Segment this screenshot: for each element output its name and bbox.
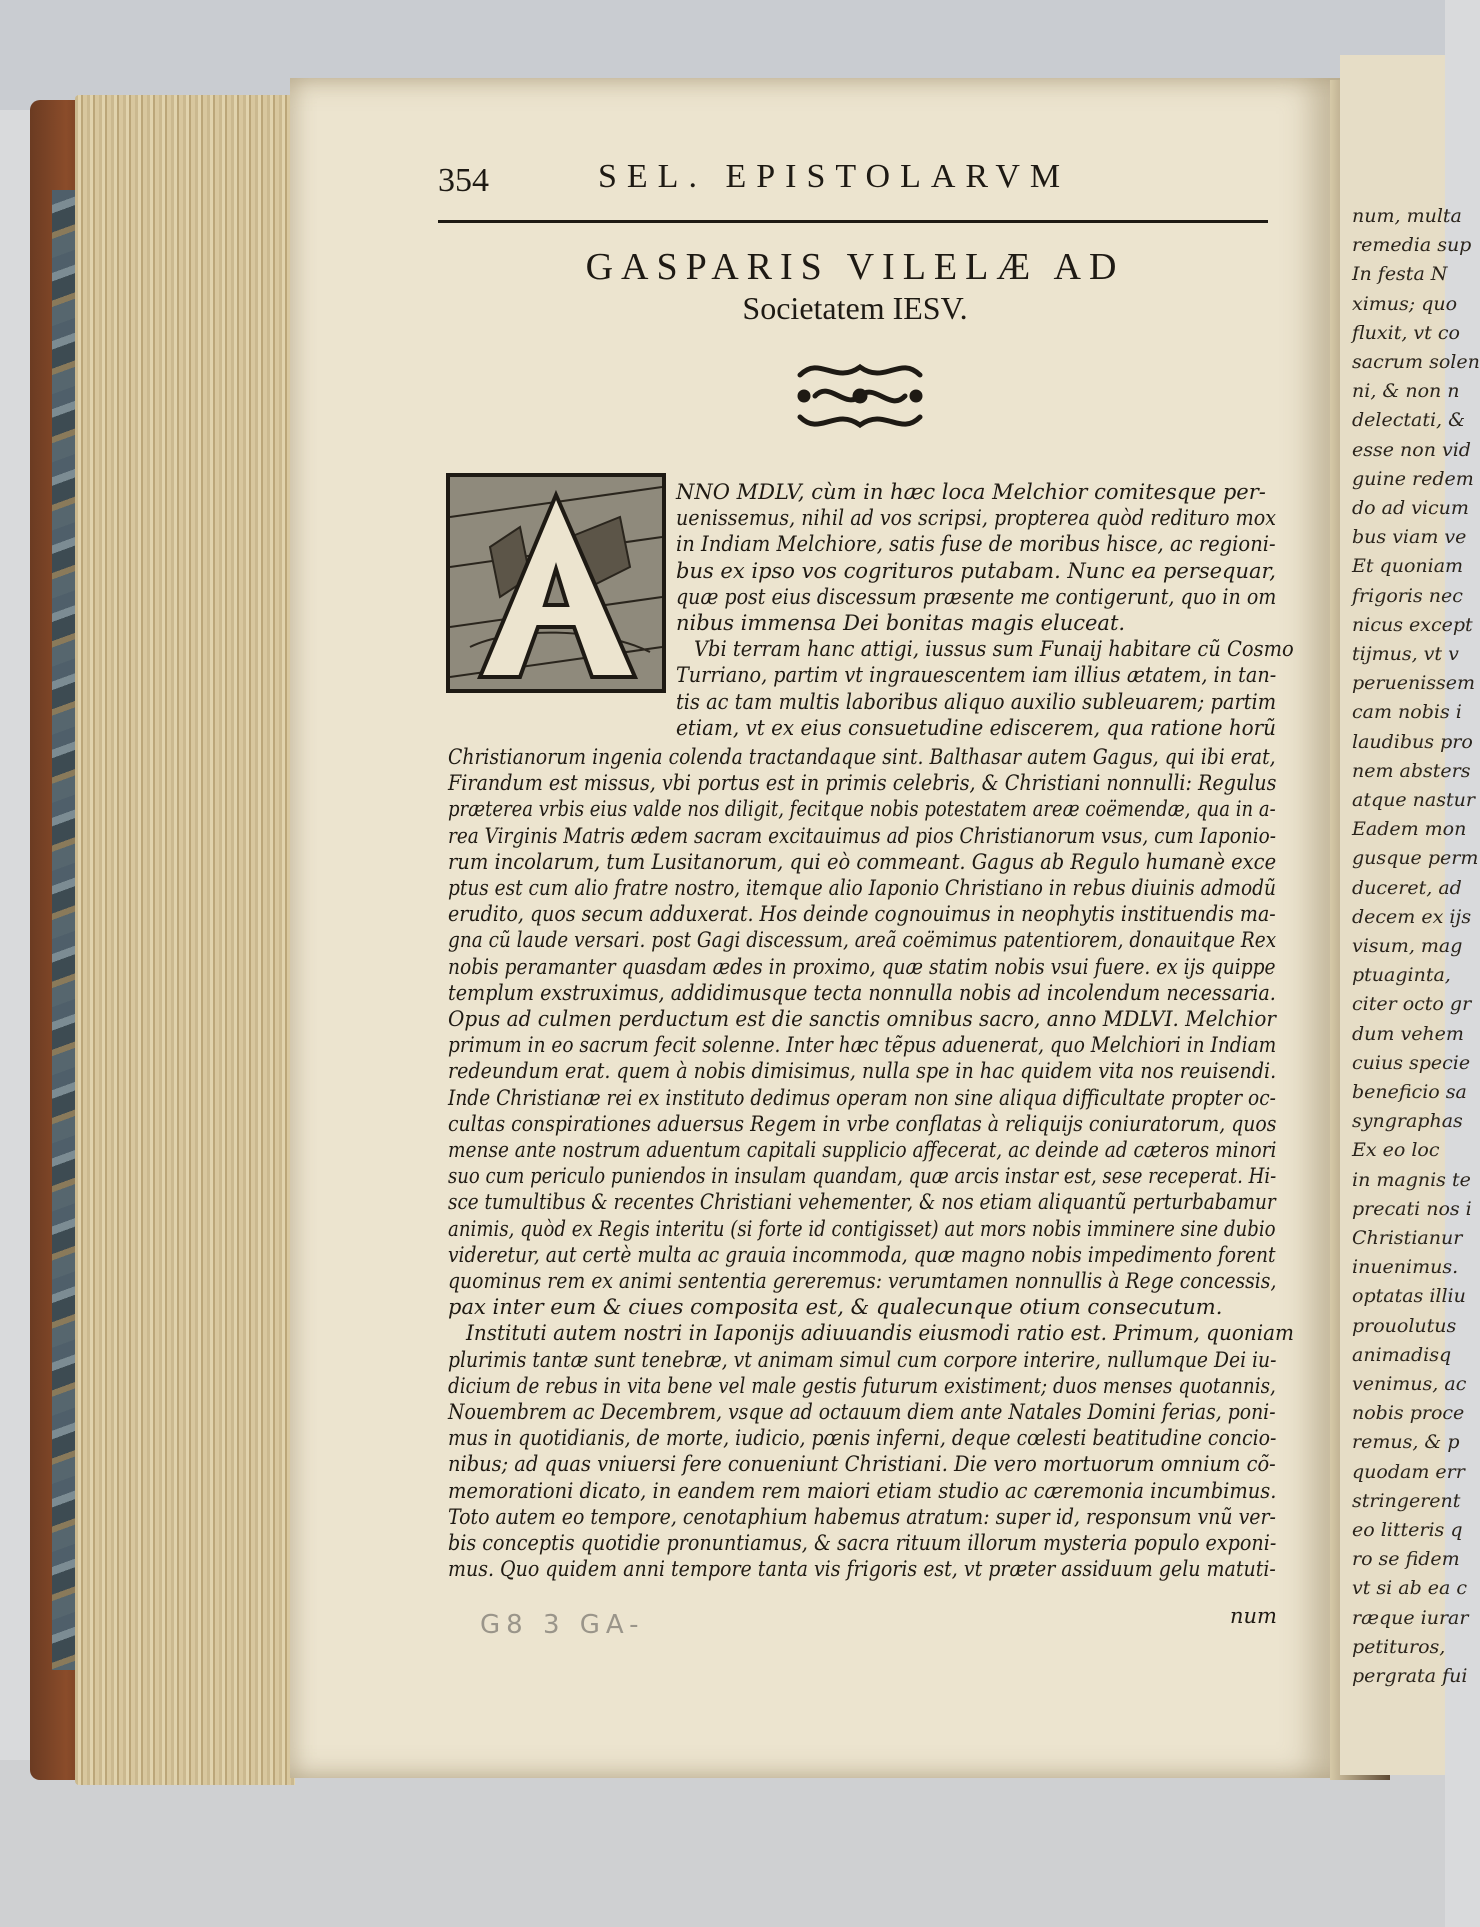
next-page-line: ptuaginta,: [1352, 964, 1451, 987]
next-page-line: inuenimus.: [1352, 1256, 1459, 1279]
text-line: plurimis tantæ sunt tenebræ, vt animam simul cum corpore interire, nullumque Dei iu-: [448, 1347, 1277, 1372]
text-line: rea Virginis Matris ædem sacram excitauimus ad pios Christianorum vsus, cum Iaponio-: [448, 823, 1277, 848]
fleuron-ornament-icon: [790, 355, 930, 437]
text-line: templum exstruximus, addidimusque tecta nonnulla nobis ad incolendum necessaria.: [448, 980, 1276, 1005]
next-page-line: Et quoniam: [1352, 555, 1464, 578]
text-line: Firandum est missus, vbi portus est in primis celebris, & Christiani nonnulli: Regulus: [448, 771, 1277, 796]
text-line: nibus; ad quas vniuersi fere conueniunt Christiani. Die vero mortuorum omnium cõ-: [448, 1452, 1276, 1477]
next-page-line: guine redem: [1352, 467, 1474, 490]
next-page-line: venimus, ac: [1352, 1373, 1467, 1395]
next-page-line: nicus except: [1352, 613, 1473, 636]
next-page-line: tijmus, vt v: [1352, 643, 1459, 665]
text-line: videretur, aut certè multa ac grauia incommoda, quæ magno nobis impedimento forent: [448, 1242, 1276, 1267]
text-line: Turriano, partim vt ingrauescentem iam illius ætatem, in tan-: [676, 663, 1277, 688]
text-line: mus in quotidianis, de morte, iudicio, pœnis inferni, deque cœlesti beatitudine concio-: [448, 1426, 1277, 1451]
next-page-line: ræque iurar: [1352, 1606, 1469, 1629]
letter-title: GASPARIS VILELÆ AD: [585, 246, 1125, 288]
text-line: erudito, quos secum adduxerat. Hos deinde cognouimus in neophytis instituendis ma-: [448, 902, 1276, 927]
next-page-line: citer octo gr: [1352, 993, 1472, 1016]
next-page-line: In festa N: [1352, 263, 1448, 286]
right-page: [1340, 55, 1480, 1775]
text-line: primum in eo sacrum fecit solenne. Inter hæc tẽpus aduenerat, quo Melchiori in Indiam: [448, 1033, 1277, 1058]
text-line: bus ex ipso vos cogrituros putabam. Nunc ea persequar,: [676, 558, 1276, 583]
next-page-line: Christianur: [1352, 1227, 1463, 1249]
text-line: Opus ad culmen perductum est die sanctis omnibus sacro, anno MDLVI. Melchior: [448, 1007, 1276, 1031]
page-number: 354: [438, 162, 489, 199]
next-page-line: beneficio sa: [1352, 1081, 1467, 1103]
next-page-line: ximus; quo: [1352, 292, 1458, 315]
next-page-line: nem absters: [1352, 759, 1471, 782]
next-page-line: Eadem mon: [1352, 818, 1467, 841]
text-line: ptus est cum alio fratre nostro, itemque alio Iaponio Christiano in rebus diuinis admodũ: [448, 876, 1276, 900]
next-page-line: delectati, &: [1352, 409, 1466, 432]
text-line: redeundum erat. quem à nobis dimisimus, nulla spe in hac quidem vita nos reuisendi.: [448, 1059, 1277, 1084]
next-page-line: dum vehem: [1352, 1022, 1464, 1045]
next-page-line: atque nastur: [1352, 789, 1475, 811]
text-line: tis ac tam multis laboribus aliquo auxilio subleuarem; partim: [676, 689, 1277, 714]
text-line: cultas conspirationes aduersus Regem in vrbe conflatas à reliquijs coniuratorum, quos: [448, 1111, 1277, 1136]
text-line: pax inter eum & ciues composita est, & qualecunque otium consecutum.: [448, 1295, 1223, 1320]
text-line: NNO MDLV, cùm in hæc loca Melchior comitesque per-: [676, 480, 1266, 504]
text-line: in Indiam Melchiore, satis fuse de moribus hisce, ac regioni-: [676, 532, 1276, 557]
next-page-line: eo litteris q: [1352, 1519, 1463, 1541]
text-line: Nouembrem ac Decembrem, vsque ad octauum diem ante Natales Domini ferias, poni-: [448, 1400, 1276, 1424]
text-line: Christianorum ingenia colenda tractandaque sint. Balthasar autem Gagus, qui ibi erat,: [448, 745, 1276, 769]
next-page-line: frigoris nec: [1352, 584, 1463, 607]
text-line: Inde Christianæ rei ex instituto dedimus operam non sine aliqua difficultate propter oc-: [448, 1085, 1276, 1110]
next-page-line: bus viam ve: [1352, 526, 1467, 549]
next-page-line: laudibus pro: [1352, 730, 1473, 753]
background-bottom: [0, 1760, 1445, 1927]
next-page-line: do ad vicum: [1352, 497, 1469, 519]
page-edges: [75, 95, 295, 1785]
text-line: memorationi dicato, in eandem rem maiori etiam studio ac cæremonia incumbimus.: [448, 1478, 1277, 1503]
text-line: quominus rem ex animi sententia gereremus: verumtamen nonnullis à Rege concessis,: [448, 1269, 1277, 1293]
next-page-line: stringerent: [1352, 1489, 1461, 1512]
text-line: gna cũ laude versari. post Gagi discessum, areã coëmimus patentiorem, donauitque Rex: [448, 928, 1277, 953]
text-line: animis, quòd ex Regis interitu (si forte id contigisset) aut mors nobis imminere sine dubio: [448, 1216, 1276, 1241]
next-page-line: animadisq: [1352, 1343, 1452, 1366]
next-page-line: prouolutus: [1352, 1314, 1457, 1337]
next-page-line: duceret, ad: [1352, 876, 1462, 899]
next-page-line: in magnis te: [1352, 1168, 1471, 1191]
next-page-line: optatas illiu: [1352, 1285, 1466, 1308]
next-page-line: fluxit, vt co: [1352, 321, 1460, 344]
next-page-line: num, multa: [1352, 205, 1462, 227]
text-line: bis conceptis quotidie pronuntiamus, & sacra rituum illorum mysteria populo exponi-: [448, 1531, 1277, 1555]
next-page-line: cam nobis i: [1352, 701, 1462, 724]
text-line: Instituti autem nostri in Iaponijs adiuuandis eiusmodi ratio est. Primum, quoniam: [466, 1321, 1295, 1346]
next-page-line: peruenissem: [1352, 672, 1476, 695]
next-page-line: syngraphas: [1352, 1110, 1463, 1133]
text-line: Toto autem eo tempore, cenotaphium habemus atratum: super id, responsum vnũ ver-: [448, 1504, 1276, 1529]
next-page-line: visum, mag: [1352, 935, 1463, 957]
next-page-line: ro se fidem: [1352, 1548, 1460, 1571]
catchword: num: [1230, 1604, 1277, 1628]
next-page-line: sacrum solen: [1352, 351, 1480, 373]
pencil-annotation: G8 3 GA-: [480, 1610, 645, 1640]
next-page-line: petituros,: [1352, 1635, 1446, 1658]
next-page-line: ni, & non n: [1352, 380, 1460, 403]
next-page-line: Ex eo loc: [1352, 1139, 1440, 1162]
text-line: suo cum periculo puniendos in insulam quandam, quæ arcis instar est, sese receperat. Hi-: [448, 1164, 1277, 1189]
next-page-line: esse non vid: [1352, 438, 1471, 461]
running-title: SEL. EPISTOLARVM: [598, 158, 1071, 195]
text-line: nibus immensa Dei bonitas magis eluceat.: [676, 611, 1126, 635]
running-head: [438, 158, 1268, 208]
next-page-line: vt si ab ea c: [1352, 1577, 1468, 1600]
text-line: nobis peramanter quasdam ædes in proximo, quæ statim nobis vsui fuere. ex ijs quippe: [448, 954, 1276, 979]
text-line: mus. Quo quidem anni tempore tanta vis frigoris est, vt præter assiduum gelu matuti-: [448, 1557, 1276, 1582]
text-line: præterea vrbis eius valde nos diligit, fecitque nobis potestatem areæ coëmendæ, qua in a-: [448, 797, 1276, 822]
next-page-line: decem ex ijs: [1352, 905, 1472, 928]
text-line: quæ post eius discessum præsente me contigerunt, quo in om: [676, 584, 1277, 609]
text-line: Vbi terram hanc attigi, iussus sum Funaij habitare cũ Cosmo: [694, 637, 1294, 662]
next-page-line: nobis proce: [1352, 1402, 1465, 1425]
next-page-line: precati nos i: [1352, 1197, 1472, 1220]
next-page-line: gusque perm: [1352, 847, 1479, 870]
next-page-line: cuius specie: [1352, 1051, 1471, 1074]
text-line: sce tumultibus & recentes Christiani vehementer, & nos etiam aliquantũ perturbabamur: [448, 1190, 1276, 1215]
woodcut-initial-a-icon: [446, 473, 666, 693]
head-rule: [438, 220, 1268, 223]
next-page-line: remus, & p: [1352, 1431, 1460, 1454]
next-page-line: pergrata fui: [1352, 1665, 1468, 1687]
next-page-line: quodam err: [1352, 1460, 1465, 1483]
text-line: rum incolarum, tum Lusitanorum, qui eò commeant. Gagus ab Regulo humanè exce: [448, 849, 1277, 874]
text-line: etiam, vt ex eius consuetudine ediscerem, qua ratione horũ: [676, 715, 1276, 740]
text-line: dicium de rebus in vita bene vel male gestis futurum existiment; duos menses quotannis,: [448, 1373, 1276, 1398]
next-page-line: remedia sup: [1352, 234, 1472, 257]
text-line: uenissemus, nihil ad vos scripsi, propterea quòd redituro mox: [676, 506, 1276, 531]
letter-subtitle: Societatem IESV.: [742, 290, 968, 326]
text-line: mense ante nostrum aduentum capitali supplicio affecerat, ac deinde ad cæteros minori: [448, 1138, 1277, 1162]
